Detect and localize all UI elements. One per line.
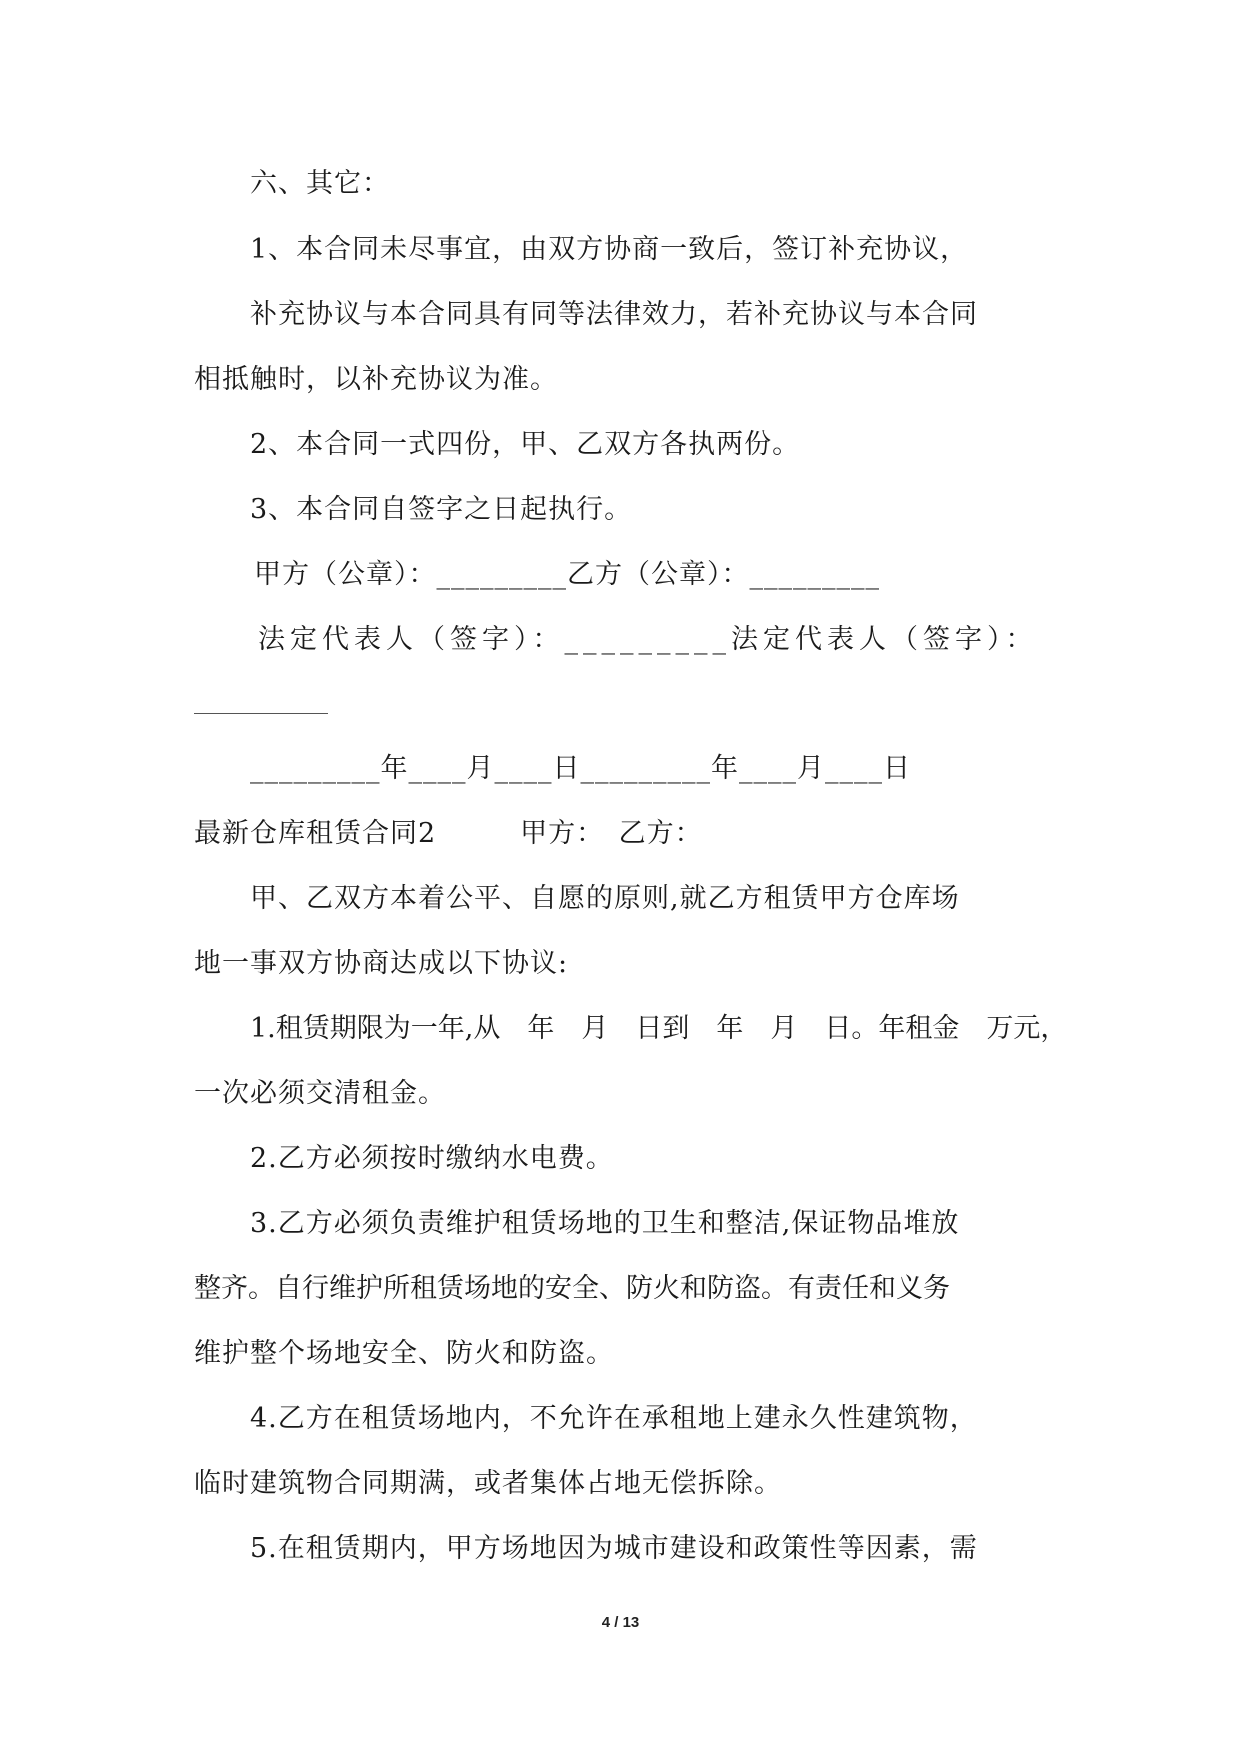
contract-title-line: 最新仓库租赁合同2 甲方： 乙方： xyxy=(194,818,703,849)
signature-representative-line: 法定代表人（签字）：_________法定代表人（签字）： xyxy=(258,624,1038,655)
paragraph-line: 地一事双方协商达成以下协议: xyxy=(194,948,569,979)
paragraph-line: 临时建筑物合同期满，或者集体占地无偿拆除。 xyxy=(194,1468,782,1499)
section-heading: 六、其它： xyxy=(250,168,390,199)
paragraph-line: 甲、乙双方本着公平、自愿的原则,就乙方租赁甲方仓库场 xyxy=(250,883,960,914)
signature-blank-underline xyxy=(194,713,328,714)
paragraph-line: 1.租赁期限为一年,从 年 月 日到 年 月 日。年租金 万元， xyxy=(250,1013,1068,1044)
paragraph-line: 一次必须交清租金。 xyxy=(194,1078,446,1109)
paragraph-line: 5.在租赁期内，甲方场地因为城市建设和政策性等因素，需 xyxy=(250,1533,978,1564)
paragraph-line: 1、本合同未尽事宜，由双方协商一致后，签订补充协议， xyxy=(250,234,969,265)
paragraph-line: 2.乙方必须按时缴纳水电费。 xyxy=(250,1143,614,1174)
paragraph-line: 相抵触时，以补充协议为准。 xyxy=(194,364,558,395)
paragraph-line: 3.乙方必须负责维护租赁场地的卫生和整洁,保证物品堆放 xyxy=(250,1208,960,1239)
date-line: _________年____月____日_________年____月____日 xyxy=(250,753,911,784)
paragraph-line: 维护整个场地安全、防火和防盗。 xyxy=(194,1338,614,1369)
paragraph-line: 整齐。自行维护所租赁场地的安全、防火和防盗。有责任和义务 xyxy=(194,1273,950,1304)
paragraph-line: 2、本合同一式四份，甲、乙双方各执两份。 xyxy=(250,429,801,460)
paragraph-line: 3、本合同自签字之日起执行。 xyxy=(250,494,633,525)
signature-seal-line: 甲方（公章）：_________乙方（公章）：_________ xyxy=(254,559,880,590)
paragraph-line: 补充协议与本合同具有同等法律效力，若补充协议与本合同 xyxy=(250,299,978,330)
page-number: 4 / 13 xyxy=(601,1614,640,1631)
paragraph-line: 4.乙方在租赁场地内，不允许在承租地上建永久性建筑物， xyxy=(250,1403,978,1434)
